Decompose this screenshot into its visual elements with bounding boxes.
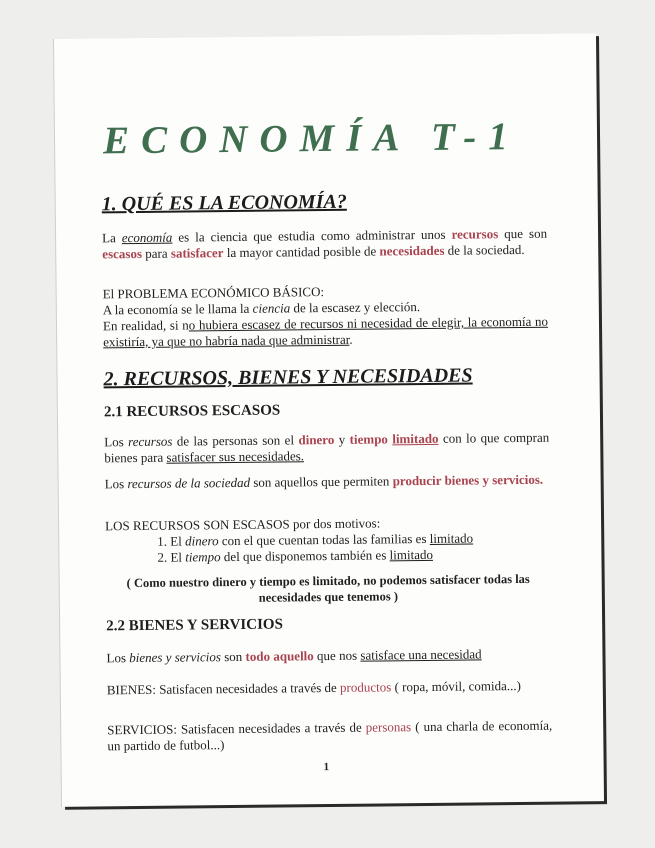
goods-services-definition: Los bienes y servicios son todo aquello que nos satisface una necesidad (106, 646, 482, 666)
scarcity-note: ( Como nuestro dinero y tiempo es limitado, no podemos satisfacer todas las necesidades que tenemos ) (126, 571, 530, 605)
scarcity-reasons-list (105, 514, 550, 567)
economic-problem-heading: El PROBLEMA ECONÓMICO BÁSICO: (102, 284, 325, 302)
document-title: ECONOMÍA T-1 (102, 114, 520, 163)
economic-problem-block (103, 282, 549, 351)
society-resources-paragraph: Los recursos de la sociedad son aquellos que permiten producir bienes y servicios. (104, 471, 544, 492)
document-page (54, 33, 604, 807)
scarcity-reason-2: 2. El tiempo del que disponemos también es limitado (157, 546, 434, 565)
scarcity-intro: LOS RECURSOS SON ESCASOS por dos motivos: (105, 515, 381, 534)
section-1-heading: 1. QUÉ ES LA ECONOMÍA? (101, 190, 347, 216)
section-1-paragraph: La economía es la ciencia que estudia como administrar unos recursos que son escasos para satisfacer la mayor cantidad posible de necesidades de la sociedad. (102, 225, 548, 262)
resources-paragraph: Los recursos de las personas son el dinero y tiempo limitado con lo que compran bienes para satisfacer sus necesidades. (104, 429, 550, 466)
economic-problem-line-1: A la economía se le llama la ciencia de la escasez y elección. (102, 299, 421, 318)
goods-paragraph: BIENES: Satisfacen necesidades a través de productos ( ropa, móvil, comida...) (106, 678, 521, 698)
subsection-2-2-heading: 2.2 BIENES Y SERVICIOS (106, 616, 283, 635)
page-number: 1 (323, 761, 330, 774)
services-paragraph: SERVICIOS: Satisfacen necesidades a través de personas ( una charla de economía, un partido de futbol...) (107, 717, 553, 754)
economic-problem-line-2: En realidad, si no hubiera escasez de recursos ni necesidad de elegir, la economía no existiría, ya que no habría nada que administrar. (102, 313, 549, 350)
subsection-2-1-heading: 2.1 RECURSOS ESCASOS (103, 402, 281, 421)
section-2-heading: 2. RECURSOS, BIENES Y NECESIDADES (103, 364, 473, 391)
scarcity-reason-1: 1. El dinero con el que cuentan todas las familias es limitado (157, 530, 474, 549)
